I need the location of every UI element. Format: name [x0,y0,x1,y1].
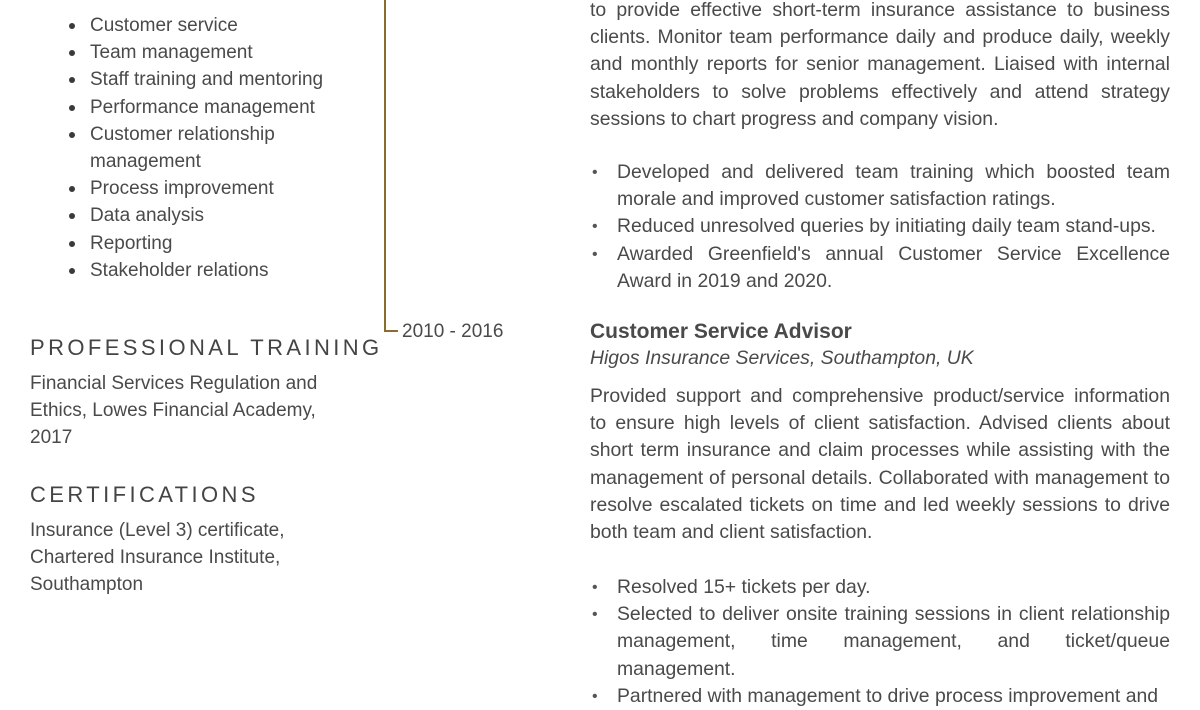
role-achievements [617,574,1170,710]
achievement-item: • Reduced unresolved queries by initiating daily team stand-ups. [617,213,1170,240]
professional-training-text: Financial Services Regulation and Ethics, Lowes Financial Academy, 2017 [30,373,318,449]
achievement-item: • Developed and delivered team training which boosted team morale and improved customer satisfaction ratings. [617,159,1170,213]
achievement-item: • Selected to deliver onsite training sessions in client relationship management, time management, and ticket/queue management. [617,601,1170,683]
skill-item: Process improvement [90,175,350,202]
skill-item: Stakeholder relations [90,257,350,284]
skill-item: Reporting [90,230,350,257]
job-title: Customer Service Advisor [590,320,852,343]
certifications-heading: CERTIFICATIONS [30,482,259,507]
skill-item: Customer relationship management [90,121,350,175]
skill-item: Performance management [90,94,350,121]
skill-item: Team management [90,39,350,66]
skill-item: Customer service [90,12,350,39]
professional-training-heading: PROFESSIONAL TRAINING [30,335,383,360]
skills-list [90,12,350,284]
achievement-item: • Resolved 15+ tickets per day. [617,574,1170,601]
previous-role-achievements [617,159,1170,295]
achievement-item: • Awarded Greenfield's annual Customer Service Excellence Award in 2019 and 2020. [617,241,1170,295]
role-dates: 2010 - 2016 [402,321,504,342]
skill-item: Data analysis [90,202,350,229]
timeline-tick [384,330,398,332]
certifications-text: Insurance (Level 3) certificate, Chartered Insurance Institute, Southampton [30,520,285,596]
achievement-item: • Partnered with management to drive process improvement and [617,683,1170,710]
previous-role-description: to provide effective short-term insurance assistance to business clients. Monitor team performance daily and produce daily, weekly and monthly reports for senior management. Liaised with internal stakeholders to solve problems effectively and attend strategy sessions to chart progress and company vision. [590,0,1170,130]
timeline-line [384,0,386,332]
skill-item: Staff training and mentoring [90,66,350,93]
role-description: Provided support and comprehensive product/service information to ensure high levels of client satisfaction. Advised clients about short term insurance and claim processes while assisting with the management of personal details. Collaborated with management to resolve escalated tickets on time and led weekly sessions to drive both team and client satisfaction. [590,385,1170,544]
company-name: Higos Insurance Services, Southampton, UK [590,347,974,369]
